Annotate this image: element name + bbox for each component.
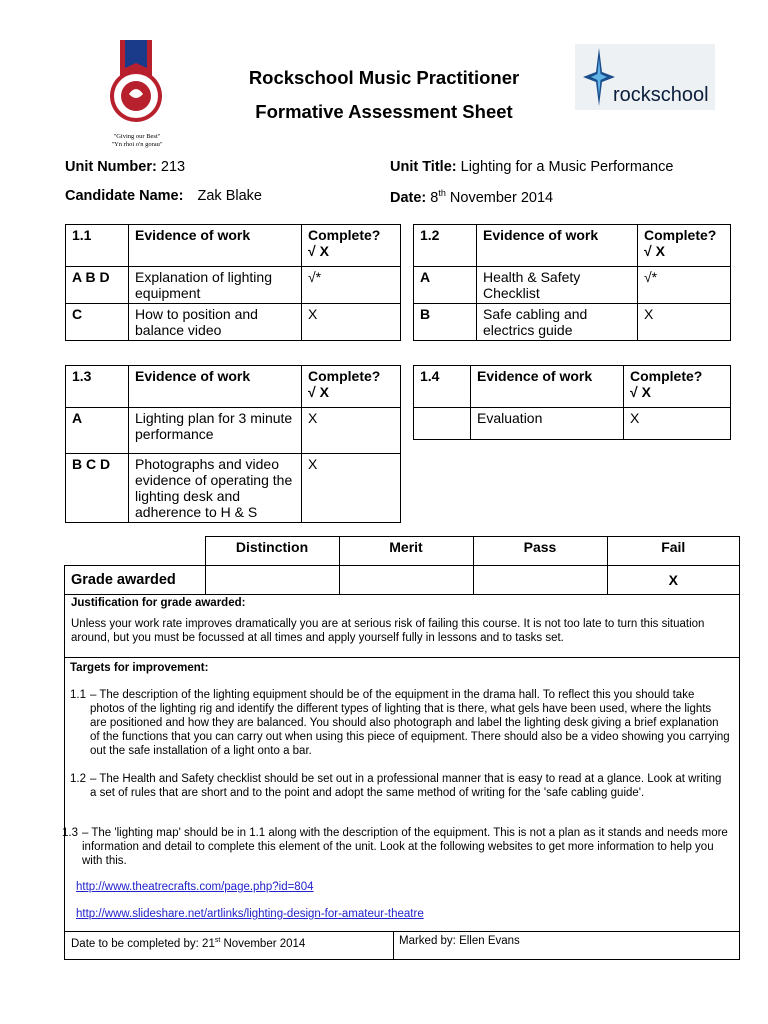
- evidence-header: Evidence of work: [471, 366, 624, 408]
- unit-title-value: Lighting for a Music Performance: [460, 159, 674, 175]
- target-text: – The description of the lighting equipment should be of the equipment in the drama hall. To reflect this you should take photos of the lighting rig and identify the different types of lighting that is there, what gels have been used, where the lights are positioned and how they are balanced. You should also photograph and label the lighting desk giving a brief explanation of the functions that you can carry out when using this piece of equipment. There should also be a video showing you carrying out the safe installation of a light onto a bar.: [90, 689, 730, 757]
- target-item: [70, 688, 730, 758]
- complete-header: Complete? √ X: [302, 225, 401, 267]
- page-subtitle: Formative Assessment Sheet: [255, 101, 513, 122]
- unit-number: [65, 159, 185, 175]
- school-logo: [96, 38, 176, 142]
- school-motto-en: "Giving our Best": [113, 133, 161, 140]
- grade-header-fail: Fail: [607, 537, 740, 566]
- grade-value-merit: [339, 566, 473, 595]
- link-theatrecrafts[interactable]: http://www.theatrecrafts.com/page.php?id=804: [76, 881, 314, 893]
- tick-cross: √ X: [630, 384, 651, 400]
- unit-number-value: 213: [160, 159, 186, 175]
- grade-awarded-label: Grade awarded: [65, 566, 206, 595]
- row-status: X: [302, 408, 401, 454]
- link-slideshare[interactable]: http://www.slideshare.net/artlinks/lighting-design-for-amateur-theatre: [76, 908, 424, 920]
- target-number: 1.1: [70, 689, 86, 701]
- grade-value-fail: X: [607, 566, 740, 595]
- row-code: B: [414, 304, 477, 341]
- justification-box: [64, 594, 740, 658]
- complete-header: Complete? √ X: [302, 366, 401, 408]
- grade-table: [64, 536, 740, 595]
- row-code: A: [66, 408, 129, 454]
- grade-value-distinction: [205, 566, 339, 595]
- row-status: X: [302, 454, 401, 523]
- row-evidence: Safe cabling and electrics guide: [477, 304, 638, 341]
- candidate-label: Candidate Name:: [65, 188, 184, 204]
- rockschool-logo-text: rockschool: [613, 84, 709, 106]
- date-label: Date:: [390, 189, 427, 206]
- due-date-rest: November 2014: [220, 937, 306, 950]
- tick-cross: √ X: [308, 384, 329, 400]
- tick-cross: √ X: [308, 243, 329, 259]
- grade-value-pass: [473, 566, 607, 595]
- candidate-name: [65, 188, 262, 204]
- row-code: A: [414, 267, 477, 304]
- row-code: [414, 408, 471, 440]
- justification-heading: Justification for grade awarded:: [71, 597, 246, 609]
- evidence-table-1-4: [413, 365, 731, 440]
- target-item: [62, 826, 730, 868]
- section-code: 1.3: [66, 366, 129, 408]
- row-evidence: Lighting plan for 3 minute performance: [129, 408, 302, 454]
- row-evidence: How to position and balance video: [129, 304, 302, 341]
- rockschool-logo: [575, 44, 715, 110]
- target-number: 1.3: [62, 827, 78, 839]
- targets-heading: Targets for improvement:: [70, 662, 209, 674]
- grade-header-pass: Pass: [473, 537, 607, 566]
- target-item: [70, 772, 730, 800]
- date-sup: th: [438, 188, 446, 198]
- footer-row: [64, 932, 740, 960]
- date: [390, 188, 553, 206]
- target-text: – The 'lighting map' should be in 1.1 along with the description of the equipment. This is not a plan as it stands and needs more information and detail to complete this element of the unit. Look at the following websites to get more information to help you with this.: [82, 827, 728, 867]
- row-code: C: [66, 304, 129, 341]
- justification-text: Unless your work rate improves dramatically you are at serious risk of failing this course. It is not too late to turn this situation around, but you must be focussed at all times and apply yourself fully in lessons and to tasks set.: [71, 618, 705, 644]
- unit-title-label: Unit Title:: [390, 159, 457, 175]
- unit-number-label: Unit Number:: [65, 159, 157, 175]
- row-evidence: Explanation of lighting equipment: [129, 267, 302, 304]
- target-number: 1.2: [70, 773, 86, 785]
- section-code: 1.1: [66, 225, 129, 267]
- row-evidence: Photographs and video evidence of operating the lighting desk and adherence to H & S: [129, 454, 302, 523]
- page-title: Rockschool Music Practitioner: [248, 67, 520, 88]
- row-status: √*: [638, 267, 731, 304]
- grade-header-distinction: Distinction: [205, 537, 339, 566]
- target-text: – The Health and Safety checklist should be set out in a professional manner that is easy to read at a glance. Look at writing a set of rules that are short and to the point and adopt the same method of writing for the 'safe cabling guide'.: [90, 773, 722, 799]
- grade-header-merit: Merit: [339, 537, 473, 566]
- row-code: A B D: [66, 267, 129, 304]
- section-code: 1.4: [414, 366, 471, 408]
- evidence-header: Evidence of work: [129, 225, 302, 267]
- row-evidence: Health & Safety Checklist: [477, 267, 638, 304]
- school-motto-cy: "Yn rhoi o'n gorau": [111, 141, 163, 148]
- row-evidence: Evaluation: [471, 408, 624, 440]
- row-status: X: [302, 304, 401, 341]
- row-status: X: [638, 304, 731, 341]
- evidence-header: Evidence of work: [129, 366, 302, 408]
- due-date-label: Date to be completed by: 21: [71, 937, 215, 950]
- complete-header: Complete? √ X: [624, 366, 731, 408]
- evidence-table-1-2: [413, 224, 731, 341]
- date-rest: November 2014: [449, 189, 554, 206]
- due-date-sup: st: [214, 937, 221, 944]
- complete-header: Complete? √ X: [638, 225, 731, 267]
- row-code: B C D: [66, 454, 129, 523]
- date-day: 8: [430, 189, 439, 206]
- row-status: X: [624, 408, 731, 440]
- evidence-header: Evidence of work: [477, 225, 638, 267]
- due-date: [71, 934, 305, 951]
- marked-by: Marked by: Ellen Evans: [399, 935, 520, 947]
- evidence-table-1-3: [65, 365, 401, 523]
- row-status: √*: [302, 267, 401, 304]
- section-code: 1.2: [414, 225, 477, 267]
- unit-title: [390, 159, 673, 175]
- evidence-table-1-1: [65, 224, 401, 341]
- candidate-value: Zak Blake: [197, 188, 262, 204]
- tick-cross: √ X: [644, 243, 665, 259]
